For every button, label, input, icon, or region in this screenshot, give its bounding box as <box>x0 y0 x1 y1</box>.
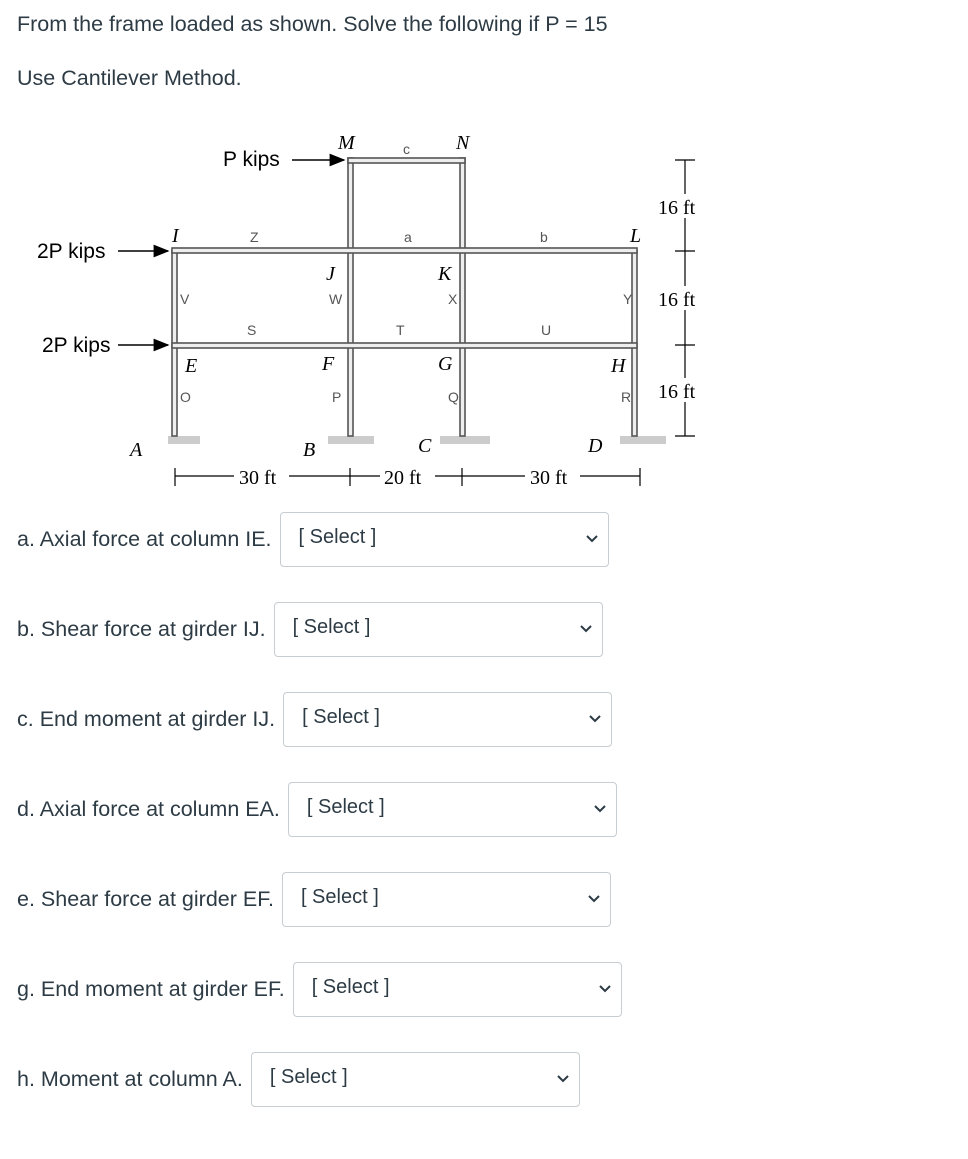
load-top: P kips <box>223 148 280 171</box>
frame-diagram <box>20 118 720 498</box>
member-Y: Y <box>623 291 633 307</box>
member-P: P <box>332 389 342 405</box>
answer-e-value: [ Select ] <box>300 885 379 908</box>
dim-span-1: 30 ft <box>239 467 277 489</box>
answer-d-select[interactable] <box>288 782 617 837</box>
joint-F: F <box>322 353 335 375</box>
chevron-down-icon <box>580 623 592 635</box>
answer-b-select[interactable] <box>274 602 603 657</box>
answer-a-value: [ Select ] <box>298 525 377 548</box>
member-b: b <box>540 229 548 245</box>
member-X: X <box>448 291 458 307</box>
dim-h1: 16 ft <box>658 197 696 219</box>
question-b-label: b. Shear force at girder IJ. <box>17 616 266 641</box>
member-T: T <box>396 322 405 338</box>
answer-g-select[interactable] <box>293 962 622 1017</box>
answer-e-select[interactable] <box>282 872 611 927</box>
answer-b-value: [ Select ] <box>292 615 371 638</box>
answer-c-select[interactable] <box>283 692 612 747</box>
joint-H: H <box>611 355 626 377</box>
joint-N: N <box>456 132 470 154</box>
load-mid: 2P kips <box>37 240 106 263</box>
member-W: W <box>329 291 343 307</box>
chevron-down-icon <box>589 713 601 725</box>
question-h-row <box>17 1050 580 1108</box>
question-c-row <box>17 690 612 748</box>
chevron-down-icon <box>586 533 598 545</box>
question-line-2: Use Cantilever Method. <box>17 66 242 90</box>
joint-J: J <box>326 263 335 285</box>
member-a: a <box>404 229 412 245</box>
joint-M: M <box>338 132 355 154</box>
joint-G: G <box>438 353 453 375</box>
dim-h3: 16 ft <box>658 381 696 403</box>
member-Z: Z <box>250 229 259 245</box>
joint-C: C <box>418 435 432 457</box>
joint-L: L <box>630 225 642 247</box>
joint-I: I <box>172 225 179 247</box>
member-Q: Q <box>448 389 459 405</box>
member-U: U <box>541 322 552 338</box>
question-c-label: c. End moment at girder IJ. <box>17 706 276 731</box>
joint-B: B <box>303 439 316 461</box>
question-d-row <box>17 780 617 838</box>
chevron-down-icon <box>599 983 611 995</box>
answer-c-value: [ Select ] <box>302 705 380 728</box>
load-low: 2P kips <box>42 334 111 357</box>
chevron-down-icon <box>588 893 600 905</box>
joint-E: E <box>185 355 198 377</box>
member-c: c <box>403 141 410 157</box>
question-e-label: e. Shear force at girder EF. <box>17 886 274 911</box>
question-g-label: g. End moment at girder EF. <box>17 976 285 1001</box>
chevron-down-icon <box>557 1073 569 1085</box>
member-S: S <box>247 322 257 338</box>
member-V: V <box>180 291 190 307</box>
answer-a-select[interactable] <box>280 512 609 567</box>
chevron-down-icon <box>594 803 606 815</box>
question-h-label: h. Moment at column A. <box>17 1066 243 1091</box>
question-line-1: From the frame loaded as shown. Solve the following if P = 15 <box>17 12 608 36</box>
joint-D: D <box>588 435 603 457</box>
dim-span-3: 30 ft <box>530 467 568 489</box>
question-a-label: a. Axial force at column IE. <box>17 526 272 551</box>
joint-K: K <box>438 263 452 285</box>
answer-d-value: [ Select ] <box>306 795 385 818</box>
question-b-row <box>17 600 603 658</box>
member-O: O <box>180 389 191 405</box>
question-g-row <box>17 960 622 1018</box>
answer-h-select[interactable] <box>251 1052 580 1107</box>
question-d-label: d. Axial force at column EA. <box>17 796 280 821</box>
answer-g-value: [ Select ] <box>311 975 390 998</box>
dim-h2: 16 ft <box>658 289 696 311</box>
joint-A: A <box>130 439 143 461</box>
question-e-row <box>17 870 611 928</box>
dim-span-2: 20 ft <box>384 467 422 489</box>
answer-h-value: [ Select ] <box>269 1065 348 1088</box>
question-a-row <box>17 510 609 568</box>
member-R: R <box>621 389 632 405</box>
